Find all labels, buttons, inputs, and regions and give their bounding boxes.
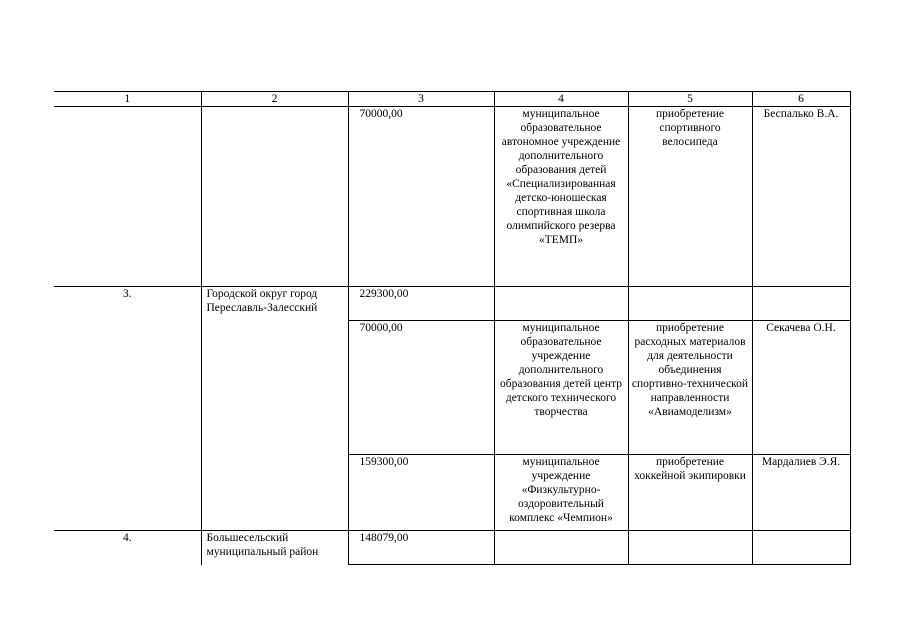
district-cell: Большесельский муниципальный район (201, 531, 348, 565)
purpose-cell (628, 287, 752, 321)
amount-cell: 70000,00 (348, 107, 494, 287)
institution-cell: муниципальное учреждение «Физкультурно-оздоровительный комплекс «Чемпион» (494, 455, 628, 531)
table-row (54, 107, 850, 287)
responsible-person-cell (752, 531, 850, 565)
col-header-2: 2 (201, 92, 348, 107)
institution-cell (494, 287, 628, 321)
table-row (54, 531, 850, 565)
table-row (54, 287, 850, 321)
row-number-cell (54, 107, 201, 287)
col-header-6: 6 (752, 92, 850, 107)
budget-allocation-table (54, 91, 851, 565)
col-header-1: 1 (54, 92, 201, 107)
purpose-cell: приобретение хоккейной экипировки (628, 455, 752, 531)
amount-cell: 229300,00 (348, 287, 494, 321)
row-number-cell: 4. (54, 531, 201, 565)
purpose-cell: приобретение спортивного велосипеда (628, 107, 752, 287)
institution-cell: муниципальное образовательное автономное учреждение дополнительного образования детей «Специализированная детско-юношеская спортивная школа олимпийского резерва «ТЕМП» (494, 107, 628, 287)
district-cell: Городской округ город Переславль-Залесский (201, 287, 348, 531)
purpose-cell: приобретение расходных материалов для деятельности объединения спортивно-технической направленности «Авиамоделизм» (628, 321, 752, 455)
col-header-3: 3 (348, 92, 494, 107)
amount-cell: 148079,00 (348, 531, 494, 565)
responsible-person-cell: Секачева О.Н. (752, 321, 850, 455)
col-header-4: 4 (494, 92, 628, 107)
amount-cell: 159300,00 (348, 455, 494, 531)
responsible-person-cell (752, 287, 850, 321)
district-cell (201, 107, 348, 287)
institution-cell: муниципальное образовательное учреждение дополнительного образования детей центр детского технического творчества (494, 321, 628, 455)
responsible-person-cell: Мардалиев Э.Я. (752, 455, 850, 531)
row-number-cell: 3. (54, 287, 201, 531)
responsible-person-cell: Беспалько В.А. (752, 107, 850, 287)
purpose-cell (628, 531, 752, 565)
col-header-5: 5 (628, 92, 752, 107)
institution-cell (494, 531, 628, 565)
amount-cell: 70000,00 (348, 321, 494, 455)
column-number-row (54, 92, 850, 107)
